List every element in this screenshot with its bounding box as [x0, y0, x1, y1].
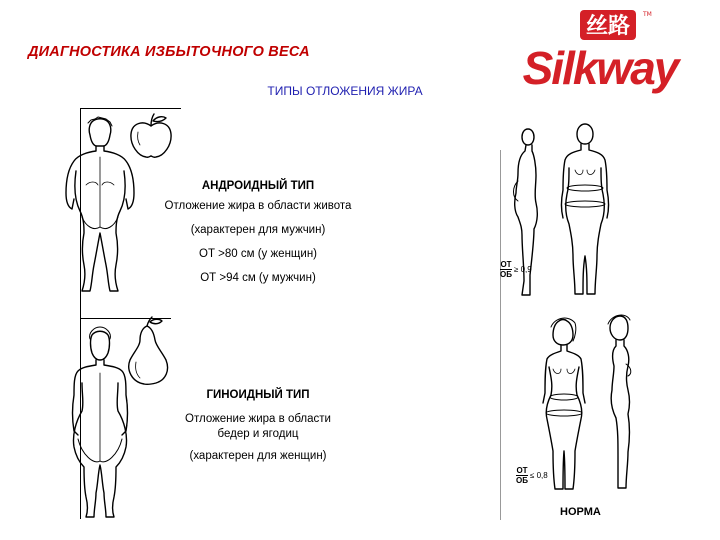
android-ratio-denominator: ОБ	[500, 270, 512, 279]
silkway-logo	[510, 8, 690, 98]
android-ratio-numerator: ОТ	[500, 260, 512, 269]
android-ratio	[500, 260, 532, 279]
gynoid-line-1: Отложение жира в области	[185, 413, 331, 425]
android-heading: АНДРОИДНЫЙ ТИП	[201, 180, 315, 192]
svg-text:TM: TM	[643, 11, 652, 18]
android-figure-front	[555, 120, 615, 300]
gynoid-ratio-numerator: ОТ	[516, 466, 528, 475]
android-figure-back	[60, 115, 140, 295]
svg-text:丝路: 丝路	[585, 14, 631, 39]
logo-chinese-seal	[580, 10, 652, 40]
norma-label: НОРМА	[560, 506, 601, 518]
gynoid-line-2: бедер и ягодиц	[217, 428, 299, 440]
android-text-block	[138, 180, 378, 296]
gynoid-ratio	[516, 466, 548, 485]
logo-graphic	[510, 8, 690, 98]
android-line-3: ОТ >80 см (у женщин)	[199, 248, 317, 260]
right-column-divider	[500, 150, 501, 520]
page-title: ДИАГНОСТИКА ИЗБЫТОЧНОГО ВЕСА	[28, 44, 310, 60]
gynoid-line-3: (характерен для женщин)	[189, 450, 327, 462]
android-line-1: Отложение жира в области живота	[164, 200, 352, 212]
gynoid-ratio-value: ≤ 0,8	[529, 471, 548, 480]
android-line-4: ОТ >94 см (у мужчин)	[200, 272, 316, 284]
gynoid-heading: ГИНОИДНЫЙ ТИП	[206, 389, 310, 401]
gynoid-figure-back	[60, 325, 140, 520]
android-ratio-value: ≥ 0,9	[513, 265, 532, 274]
gynoid-text-block	[138, 389, 378, 468]
gynoid-figure-side	[600, 312, 640, 492]
gynoid-ratio-denominator: ОБ	[516, 476, 528, 485]
logo-wordmark: Silkway	[522, 42, 678, 94]
subtitle-text: ТИПЫ ОТЛОЖЕНИЯ ЖИРА	[267, 84, 423, 98]
android-line-2: (характерен для мужчин)	[190, 224, 326, 236]
